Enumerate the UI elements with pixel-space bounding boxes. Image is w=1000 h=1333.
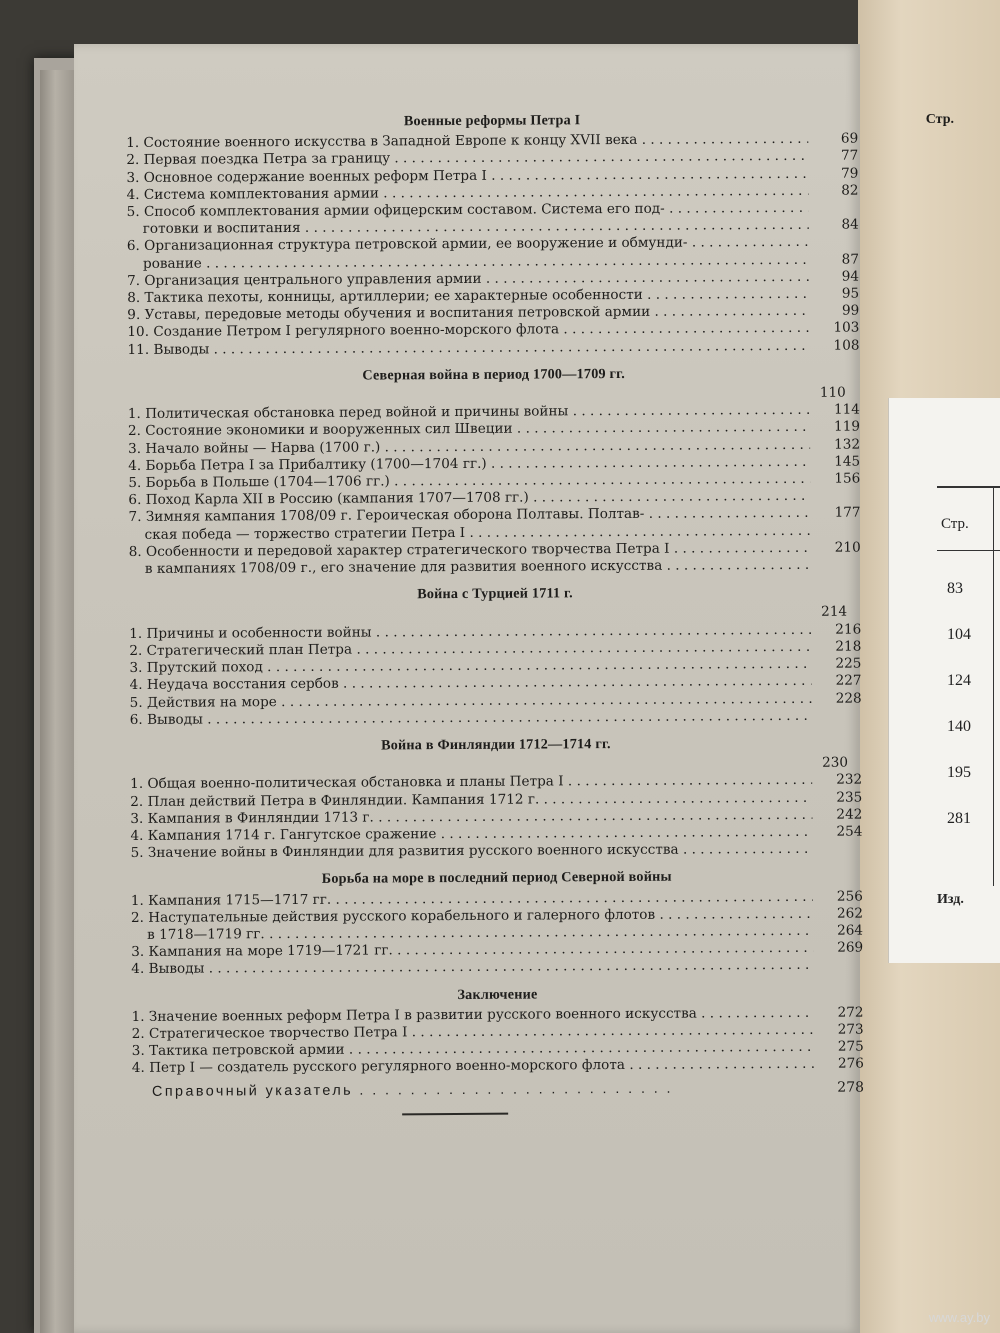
book-spine bbox=[40, 70, 74, 1333]
entry-page-number: 276 bbox=[837, 1055, 864, 1073]
entry-page-number: 273 bbox=[837, 1021, 864, 1038]
entry-title: 4. Неудача восстания сербов . . . bbox=[129, 673, 811, 694]
entry-page-number: 242 bbox=[836, 806, 863, 823]
entry-title: 8. Особенности и передовой характер стратегического творчества Петра I . . . bbox=[129, 540, 811, 561]
entry-title: 3. Прутский поход . . . bbox=[129, 656, 811, 677]
entry-page-number: 264 bbox=[837, 922, 864, 939]
entry-page-number: 95 bbox=[841, 285, 860, 302]
section-title: Борьба на море в последний период Северной войны bbox=[321, 869, 672, 888]
toc-entry bbox=[131, 841, 863, 863]
entry-title: 4. Петр I — создатель русского регулярного военно-морского флота . . . bbox=[132, 1056, 814, 1077]
entry-page-number: 94 bbox=[841, 268, 860, 285]
entry-page-number: 227 bbox=[835, 672, 862, 689]
entry-title: 3. Начало войны — Нарва (1700 г.) . . . bbox=[128, 436, 810, 457]
entry-title: 2. План действий Петра в Финляндии. Кампания 1712 г. . . . bbox=[130, 789, 812, 810]
page-column-label: Стр. bbox=[925, 112, 954, 127]
entry-page-number: 108 bbox=[833, 337, 860, 354]
entry-title: 2. Первая поездка Петра за границу . . . bbox=[126, 148, 808, 169]
entry-title: рование . . . bbox=[127, 251, 809, 272]
entry-title: 4. Кампания 1714 г. Гангутское сражение . . . bbox=[130, 824, 812, 845]
entry-title: 4. Борьба Петра I за Прибалтику (1700—1704 гг.) . . . bbox=[128, 454, 810, 475]
entry-page-number: 275 bbox=[837, 1038, 864, 1055]
entry-page-number: 262 bbox=[836, 905, 863, 922]
slip-page-number: 281 bbox=[947, 810, 971, 827]
slip-footer: Изд. bbox=[937, 892, 964, 907]
entry-page-number: 177 bbox=[834, 504, 861, 522]
entry-page-number: 77 bbox=[840, 147, 859, 165]
index-page-number: 278 bbox=[837, 1079, 865, 1096]
entry-title: в 1718—1719 гг. . . . bbox=[131, 923, 813, 944]
section-title: Заключение bbox=[457, 986, 538, 1003]
toc-section bbox=[126, 111, 859, 359]
toc-section bbox=[128, 364, 861, 578]
entry-title: 11. Выводы . . . bbox=[127, 337, 809, 358]
section-title: Война с Турцией 1711 г. bbox=[417, 585, 573, 603]
entry-title: 6. Поход Карла XII в Россию (кампания 1707—1708 гг.) . . . bbox=[128, 488, 810, 509]
entry-page-number: 272 bbox=[837, 1004, 864, 1021]
section-title: Война в Финляндии 1712—1714 гг. bbox=[381, 735, 611, 754]
slip-rule bbox=[937, 486, 1000, 488]
entry-title: 1. Общая военно-политическая обстановка и планы Петра I . . . bbox=[130, 772, 812, 793]
toc-entry bbox=[131, 957, 863, 979]
slip-page-number: 140 bbox=[947, 718, 971, 735]
entry-title: 1. Значение военных реформ Петра I в развитии русского военного искусства . . . bbox=[132, 1005, 814, 1026]
entry-title: 7. Организация центрального управления армии . . . bbox=[127, 269, 809, 290]
toc-section bbox=[131, 868, 864, 979]
entry-title: 2. Стратегическое творчество Петра I . . . bbox=[132, 1022, 814, 1043]
entry-page-number: 145 bbox=[834, 453, 861, 470]
entry-title: 5. Значение войны в Финляндии для развития русского военного искусства . . . bbox=[131, 841, 813, 862]
entry-title: 5. Борьба в Польше (1704—1706 гг.) . . . bbox=[128, 471, 810, 492]
entry-page-number: 132 bbox=[834, 436, 861, 453]
entry-title: 2. Стратегический план Петра . . . bbox=[129, 639, 811, 660]
slip-page-number: 124 bbox=[947, 672, 971, 689]
entry-title: 3. Кампания на море 1719—1721 гг. . . . bbox=[131, 940, 813, 961]
entry-title: 9. Уставы, передовые методы обучения и воспитания петровской армии . . . bbox=[127, 303, 809, 324]
section-page-number: 214 bbox=[821, 604, 848, 621]
entry-page-number: 156 bbox=[834, 470, 861, 487]
entry-page-number: 228 bbox=[835, 690, 862, 707]
slip-rule bbox=[937, 550, 1000, 551]
entry-page-number: 269 bbox=[837, 939, 864, 956]
toc-section bbox=[130, 734, 863, 862]
entry-page-number: 87 bbox=[841, 251, 860, 268]
entry-title: 8. Тактика пехоты, конницы, артиллерии; ее характерные особенности . . . bbox=[127, 286, 809, 307]
entry-page-number: 119 bbox=[833, 418, 861, 436]
entry-page-number: 216 bbox=[835, 621, 862, 638]
entry-title: 5. Способ комплектования армии офицерским составом. Система его под- . . . bbox=[127, 200, 809, 221]
entry-title: 7. Зимняя кампания 1708/09 г. Героическая оборона Полтавы. Полтав- . . . bbox=[128, 505, 810, 526]
entry-title: 4. Выводы . . . bbox=[131, 957, 813, 978]
entry-page-number: 82 bbox=[841, 182, 859, 199]
entry-page-number: 218 bbox=[835, 638, 862, 655]
entry-page-number: 84 bbox=[841, 216, 859, 233]
entry-title: 3. Тактика петровской армии . . . bbox=[132, 1039, 814, 1060]
entry-title: 6. Организационная структура петровской армии, ее вооружение и обмунди- . . . bbox=[127, 234, 809, 255]
entry-page-number: 225 bbox=[835, 655, 862, 672]
slip-page-number: 195 bbox=[947, 764, 971, 781]
section-page-number: 110 bbox=[819, 384, 846, 401]
section-page-number: 230 bbox=[822, 754, 849, 771]
entry-page-number: 99 bbox=[841, 302, 860, 319]
entry-page-number: 232 bbox=[836, 771, 863, 788]
index-title: Справочный указатель . . bbox=[132, 1079, 818, 1100]
entry-page-number: 69 bbox=[840, 130, 859, 147]
entry-title: 4. Система комплектования армии . . . bbox=[126, 183, 808, 204]
entry-title: 1. Состояние военного искусства в Западной Европе к концу XVII века . . . bbox=[126, 131, 808, 152]
toc-section bbox=[131, 984, 864, 1077]
entry-title: готовки и воспитания . . . bbox=[127, 217, 809, 238]
watermark: www.ay.by bbox=[928, 1310, 990, 1325]
entry-page-number: 114 bbox=[833, 401, 860, 418]
entry-title: 3. Основное содержание военных реформ Петра I . . . bbox=[126, 165, 808, 186]
toc-entry bbox=[127, 337, 859, 359]
entry-title: 5. Действия на море . . . bbox=[130, 690, 812, 711]
toc-entry bbox=[130, 707, 862, 729]
toc-section bbox=[129, 584, 862, 729]
index-entry bbox=[132, 1079, 864, 1101]
entry-page-number: 210 bbox=[834, 539, 861, 556]
entry-title: 1. Кампания 1715—1717 гг. . . . bbox=[131, 888, 813, 909]
inserted-paper-slip bbox=[888, 398, 1000, 963]
toc-entry bbox=[132, 1056, 864, 1078]
slip-header: Стр. bbox=[941, 516, 969, 532]
entry-title: 2. Состояние экономики и вооруженных сил Швеции . . . bbox=[128, 419, 810, 440]
toc-entry bbox=[129, 557, 861, 579]
section-title: Северная война в период 1700—1709 гг. bbox=[362, 365, 625, 384]
entry-page-number: 103 bbox=[833, 319, 860, 337]
entry-title: 10. Создание Петром I регулярного военно-морского флота . . . bbox=[127, 320, 809, 341]
slip-column-line bbox=[993, 486, 994, 886]
entry-page-number: 256 bbox=[836, 888, 863, 905]
entry-title: 3. Кампания в Финляндии 1713 г. . . . bbox=[130, 807, 812, 828]
table-of-contents bbox=[126, 101, 864, 1117]
entry-page-number: 235 bbox=[836, 789, 863, 806]
entry-title: ская победа — торжество стратегии Петра I . . . bbox=[129, 522, 811, 543]
slip-page-number: 83 bbox=[947, 580, 963, 597]
section-title: Военные реформы Петра I bbox=[403, 112, 581, 130]
entry-page-number: 254 bbox=[836, 823, 863, 840]
entry-title: в кампаниях 1708/09 г., его значение для развития военного искусства . . . bbox=[129, 557, 811, 578]
slip-page-number: 104 bbox=[947, 626, 971, 643]
entry-title: 6. Выводы . . . bbox=[130, 708, 812, 729]
entry-title: 1. Политическая обстановка перед войной и причины войны . . . bbox=[128, 402, 810, 423]
entry-title: 1. Причины и особенности войны . . . bbox=[129, 622, 811, 643]
entry-page-number: 79 bbox=[841, 165, 859, 182]
entry-title: 2. Наступательные действия русского корабельного и галерного флотов . . . bbox=[131, 906, 813, 927]
